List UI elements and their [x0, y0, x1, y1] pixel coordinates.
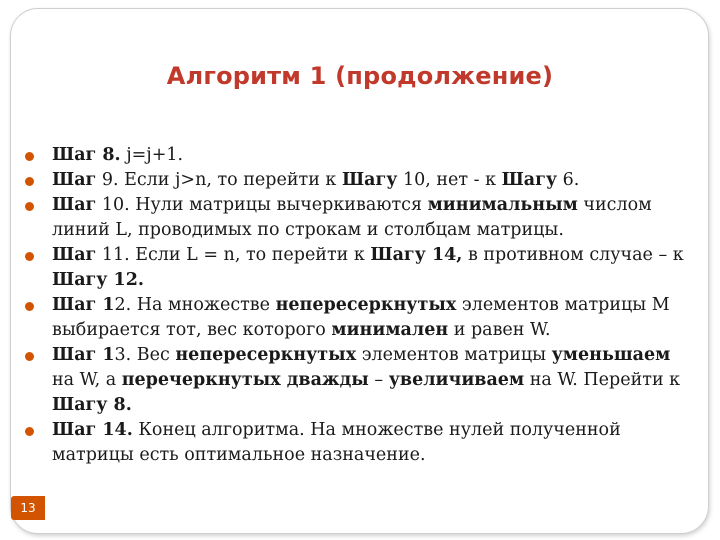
bold-text: Шагу — [341, 170, 398, 190]
bold-text: Шагу 14, — [370, 245, 463, 265]
page-number: 13 — [11, 496, 45, 520]
bullet-dot-icon — [25, 302, 34, 311]
body-text: 10, нет - к — [397, 170, 502, 190]
body-text: 9. Если j>n, то перейти к — [96, 170, 342, 190]
bold-text: Шаг 14. — [52, 420, 133, 440]
bullet-dot-icon — [25, 427, 34, 436]
bullet-item — [22, 143, 692, 168]
body-text: 11. Если L = n, то перейти к — [96, 245, 371, 265]
slide-title: Алгоритм 1 (продолжение) — [166, 62, 554, 90]
bullet-list — [22, 143, 692, 468]
bold-text: Шагу 8. — [52, 395, 132, 415]
bold-text: увеличиваем — [388, 370, 525, 390]
bullet-dot-icon — [25, 352, 34, 361]
bullet-dot-icon — [25, 152, 34, 161]
bold-text: Шаг — [52, 170, 97, 190]
body-text: числом линий L, проводимых по строкам и столбцам матрицы. — [52, 195, 652, 240]
bold-text: Шаг 1 — [52, 295, 115, 315]
bold-text: Шаг — [52, 245, 97, 265]
bold-text: минимален — [331, 320, 449, 340]
bold-text: минимальным — [427, 195, 578, 215]
body-text: – — [368, 370, 389, 390]
bullet-item — [22, 418, 692, 468]
bold-text: непересеркнутых — [275, 295, 457, 315]
bullet-dot-icon — [25, 202, 34, 211]
bold-text: Шаг 8. — [52, 145, 121, 165]
bullet-dot-icon — [25, 252, 34, 261]
bullet-item — [22, 168, 692, 193]
body-text: и равен W. — [448, 320, 551, 340]
bullet-dot-icon — [25, 177, 34, 186]
bullet-item — [22, 243, 692, 293]
body-text: 2. На множестве — [114, 295, 276, 315]
bold-text: Шаг 1 — [52, 345, 115, 365]
bold-text: непересеркнутых — [175, 345, 357, 365]
bullet-item — [22, 193, 692, 243]
bullet-item — [22, 293, 692, 343]
body-text: 10. Нули матрицы вычеркиваются — [96, 195, 428, 215]
body-text: в противном случае – к — [462, 245, 684, 265]
body-text: элементов матрицы M выбирается тот, вес которого — [52, 295, 670, 340]
bullet-item — [22, 343, 692, 418]
body-text: Конец алгоритма. На множестве нулей полученной матрицы есть оптимальное назначение. — [52, 420, 621, 465]
body-text: j=j+1. — [120, 145, 184, 165]
body-text: 6. — [557, 170, 580, 190]
bold-text: Шагу 12. — [52, 270, 144, 290]
body-text: элементов матрицы — [356, 345, 552, 365]
body-text: на W. Перейти к — [524, 370, 681, 390]
bold-text: перечеркнутых дважды — [121, 370, 369, 390]
bold-text: Шагу — [501, 170, 558, 190]
body-text: 3. Вес — [114, 345, 176, 365]
body-text: на W, а — [52, 370, 122, 390]
bold-text: Шаг — [52, 195, 97, 215]
bold-text: уменьшаем — [551, 345, 671, 365]
